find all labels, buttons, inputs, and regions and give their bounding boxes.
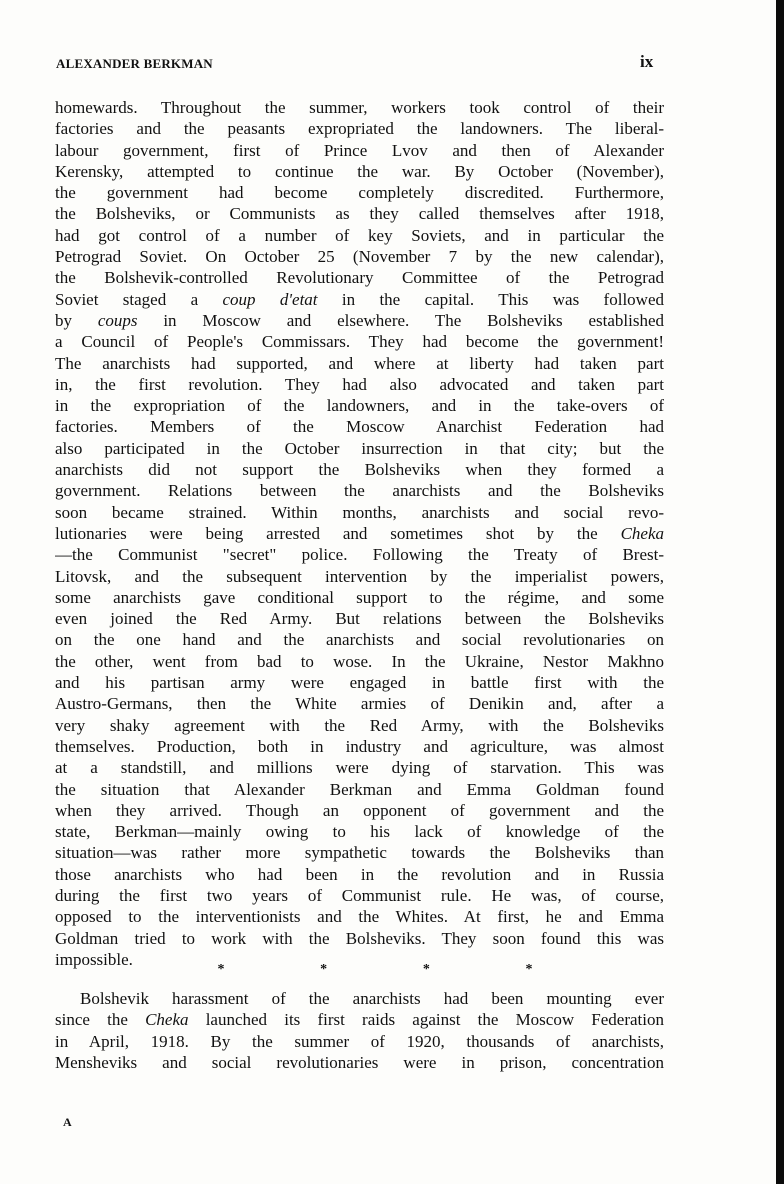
body-text xyxy=(55,97,664,1073)
page-edge-shadow xyxy=(776,0,784,1184)
text-line: situation—was rather more sympathetic towards the Bolsheviks than xyxy=(55,843,664,863)
text-line: Mensheviks and social revolutionaries were in prison, concentration xyxy=(55,1053,664,1073)
text-line: themselves. Production, both in industry and agriculture, was almost xyxy=(55,736,664,756)
text-line: the government had become completely discredited. Furthermore, xyxy=(55,183,664,203)
text-line: lutionaries were being arrested and sometimes shot by the Cheka xyxy=(55,523,664,543)
text-line: at a standstill, and millions were dying of starvation. This was xyxy=(55,758,664,778)
text-line: soon became strained. Within months, anarchists and social revo- xyxy=(55,502,664,522)
text-line: the Bolsheviks, or Communists as they called themselves after 1918, xyxy=(55,204,664,224)
text-line: factories. Members of the Moscow Anarchist Federation had xyxy=(55,417,664,437)
text-line: during the first two years of Communist rule. He was, of course, xyxy=(55,885,664,905)
text-line: very shaky agreement with the Red Army, with the Bolsheviks xyxy=(55,715,664,735)
text-line: since the Cheka launched its first raids against the Moscow Federation xyxy=(55,1010,664,1030)
text-line: labour government, first of Prince Lvov and then of Alexander xyxy=(55,140,664,160)
text-line: impossible. xyxy=(55,949,133,969)
text-line: The anarchists had supported, and where at liberty had taken part xyxy=(55,353,664,373)
section-break-star: * xyxy=(217,962,225,977)
text-line: also participated in the October insurrection in that city; but the xyxy=(55,438,664,458)
text-line: Kerensky, attempted to continue the war. By October (November), xyxy=(55,161,664,181)
text-line: some anarchists gave conditional support to the régime, and some xyxy=(55,587,664,607)
text-line: the Bolshevik-controlled Revolutionary Committee of the Petrograd xyxy=(55,268,664,288)
text-line: in, the first revolution. They had also advocated and taken part xyxy=(55,374,664,394)
text-line: anarchists did not support the Bolsheviks when they formed a xyxy=(55,460,664,480)
page-number: ix xyxy=(640,52,654,71)
text-line: —the Communist "secret" police. Following the Treaty of Brest- xyxy=(55,545,664,565)
signature-mark: A xyxy=(63,1115,72,1129)
paragraph-1 xyxy=(55,97,664,970)
section-break-star: * xyxy=(422,962,430,977)
text-line: a Council of People's Commissars. They had become the government! xyxy=(55,332,664,352)
text-line: the situation that Alexander Berkman and Emma Goldman found xyxy=(55,779,664,799)
text-line: opposed to the interventionists and the Whites. At first, he and Emma xyxy=(55,907,664,927)
text-line: by coups in Moscow and elsewhere. The Bolsheviks established xyxy=(55,310,664,330)
text-line: Goldman tried to work with the Bolsheviks. They soon found this was xyxy=(55,928,664,948)
text-line: state, Berkman—mainly owing to his lack of knowledge of the xyxy=(55,822,664,842)
text-line: government. Relations between the anarchists and the Bolsheviks xyxy=(55,481,664,501)
section-break-star: * xyxy=(320,962,328,977)
text-line: and his partisan army were engaged in battle first with the xyxy=(55,673,664,693)
text-line: Soviet staged a coup d'etat in the capital. This was followed xyxy=(55,289,664,309)
section-break-star: * xyxy=(525,962,533,977)
text-line: factories and the peasants expropriated the landowners. The liberal- xyxy=(55,119,664,139)
text-line: when they arrived. Though an opponent of government and the xyxy=(55,800,664,820)
text-line: even joined the Red Army. But relations between the Bolsheviks xyxy=(55,609,664,629)
text-line: those anarchists who had been in the revolution and in Russia xyxy=(55,864,664,884)
text-line: Bolshevik harassment of the anarchists had been mounting ever xyxy=(80,989,664,1009)
section-break xyxy=(215,962,535,980)
text-line: in the expropriation of the landowners, and in the take-overs of xyxy=(55,396,664,416)
text-line: Austro-Germans, then the White armies of Denikin and, after a xyxy=(55,694,664,714)
text-line: had got control of a number of key Soviets, and in particular the xyxy=(55,225,664,245)
text-line: Petrograd Soviet. On October 25 (November 7 by the new calendar), xyxy=(55,247,664,267)
text-line: homewards. Throughout the summer, workers took control of their xyxy=(55,98,664,117)
text-line: Litovsk, and the subsequent intervention by the imperialist powers, xyxy=(55,566,664,586)
paragraph-2 xyxy=(55,988,664,1073)
running-head: ALEXANDER BERKMAN xyxy=(56,56,213,71)
text-line: the other, went from bad to wose. In the Ukraine, Nestor Makhno xyxy=(55,651,664,671)
text-line: on the one hand and the anarchists and social revolutionaries on xyxy=(55,630,664,650)
text-line: in April, 1918. By the summer of 1920, thousands of anarchists, xyxy=(55,1031,664,1051)
